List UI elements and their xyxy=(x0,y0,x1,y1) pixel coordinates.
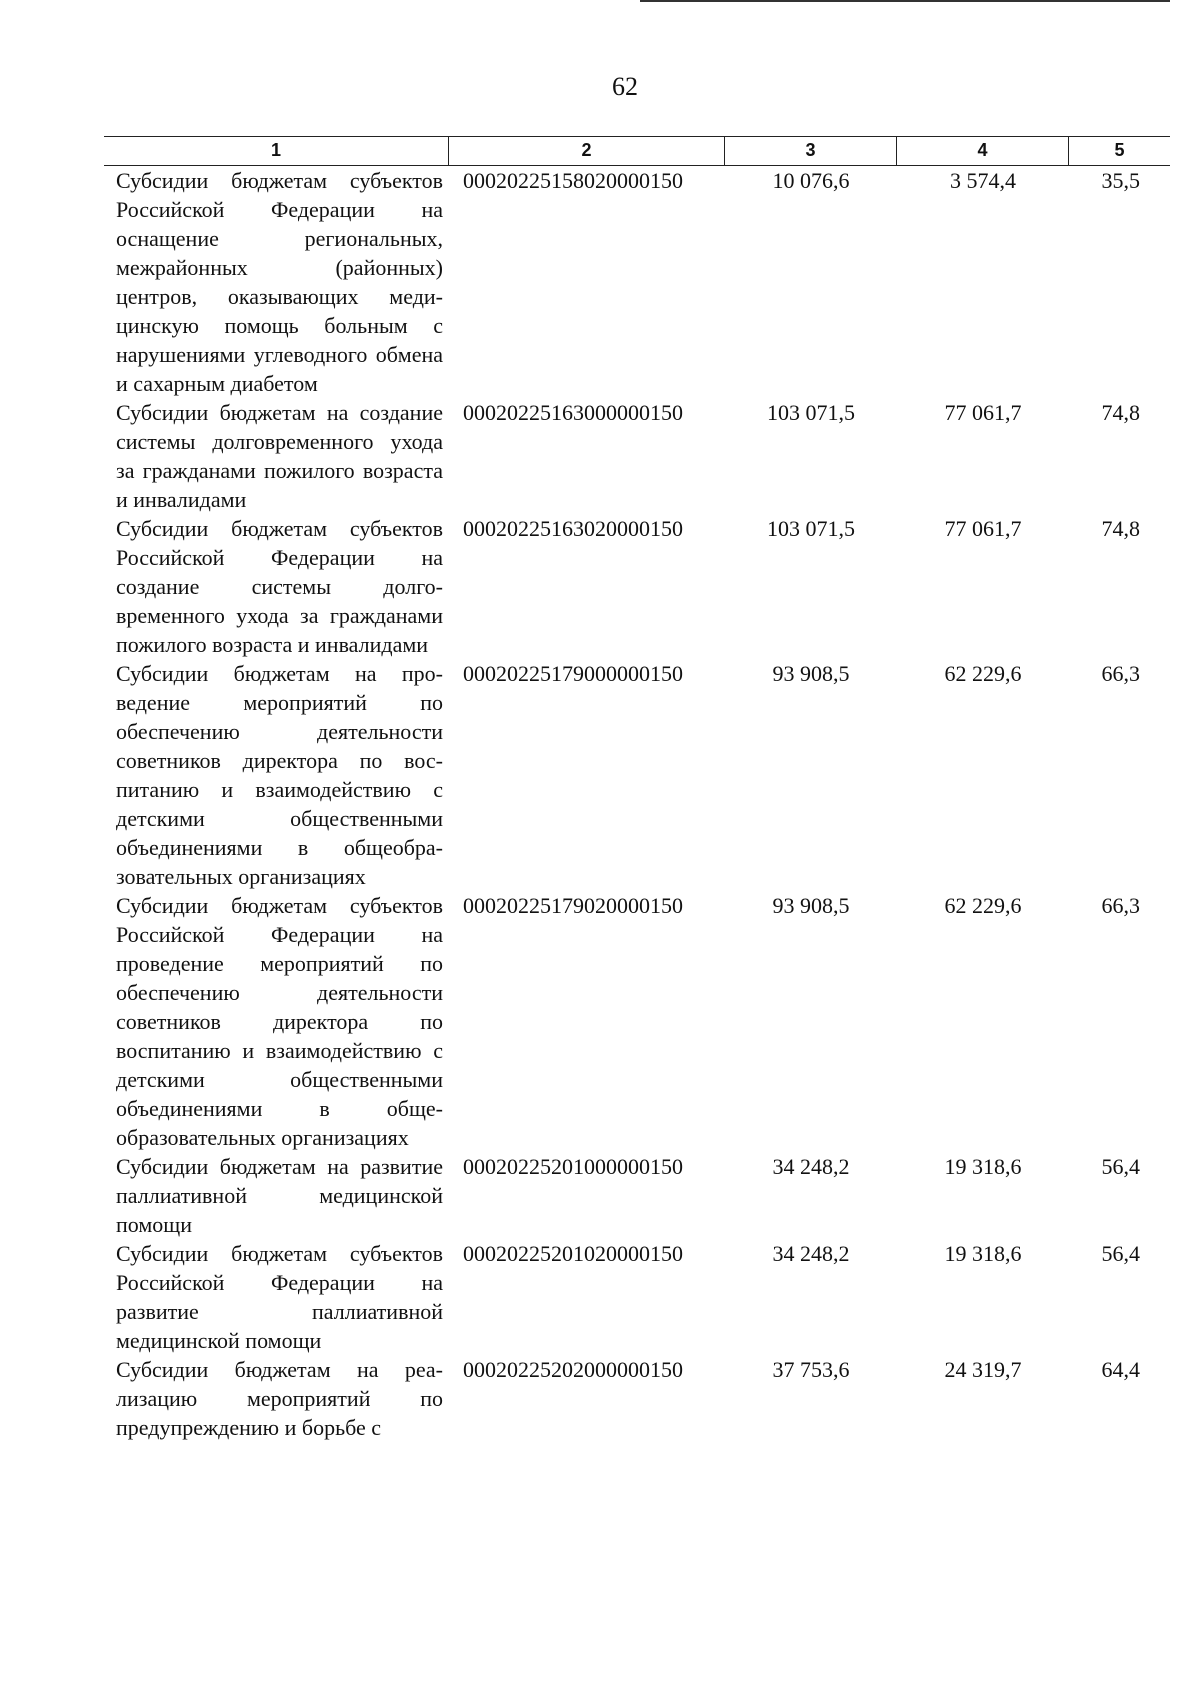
row-code: 00020225179000000150 xyxy=(463,661,683,686)
row-code: 00020225201020000150 xyxy=(463,1241,683,1266)
row-value-col4: 19 318,6 xyxy=(944,1241,1022,1266)
table-row xyxy=(104,1152,1170,1239)
header-col-2: 2 xyxy=(449,137,725,165)
header-col-5: 5 xyxy=(1114,140,1125,160)
table-row xyxy=(104,659,1170,891)
table-row xyxy=(104,398,1170,514)
row-value-col5: 56,4 xyxy=(1101,1241,1140,1266)
header-col-1: 1 xyxy=(104,137,449,165)
row-value-col4: 24 319,7 xyxy=(944,1357,1022,1382)
row-code: 00020225201000000150 xyxy=(463,1154,683,1179)
row-value-col4: 77 061,7 xyxy=(944,516,1022,541)
header-col-3: 3 xyxy=(725,137,897,165)
row-code: 00020225163020000150 xyxy=(463,516,683,541)
row-value-col3: 103 071,5 xyxy=(767,516,855,541)
row-name: Субсидии бюджетам на проведение мероприятий по обеспечению деятельности советников директора по воспитанию и взаимодействию с детскими общественными объединениями в общеобразовательных организациях xyxy=(116,661,443,889)
row-code: 00020225163000000150 xyxy=(463,400,683,425)
row-name: Субсидии бюджетам субъектов Российской Федерации на оснащение региональных, межрайонных (районных) центров, оказывающих медицинскую помощь больным с нарушениями углеводного обмена и сахарным диабетом xyxy=(116,168,443,396)
row-value-col3: 93 908,5 xyxy=(772,893,850,918)
data-table xyxy=(104,136,1170,1442)
row-value-col5: 74,8 xyxy=(1101,400,1140,425)
row-value-col5: 66,3 xyxy=(1101,661,1140,686)
table-header xyxy=(104,136,1170,166)
row-name: Субсидии бюджетам субъектов Российской Федерации на развитие паллиативной медицинской помощи xyxy=(116,1241,443,1353)
table-row xyxy=(104,514,1170,659)
row-code: 00020225202000000150 xyxy=(463,1357,683,1382)
row-name: Субсидии бюджетам субъектов Российской Федерации на создание системы долговременного ухода за гражданами пожилого возраста и инвалидами xyxy=(116,516,443,657)
row-name: Субсидии бюджетам на создание системы долговременного ухода за гражданами пожилого возраста и инвалидами xyxy=(116,400,443,512)
table-row xyxy=(104,1355,1170,1442)
row-name: Субсидии бюджетам на развитие паллиативной медицинской помощи xyxy=(116,1154,443,1237)
page-number: 62 xyxy=(612,72,638,101)
table-row xyxy=(104,1239,1170,1355)
row-value-col4: 19 318,6 xyxy=(944,1154,1022,1179)
row-value-col3: 93 908,5 xyxy=(772,661,850,686)
row-value-col3: 37 753,6 xyxy=(772,1357,850,1382)
row-value-col5: 56,4 xyxy=(1101,1154,1140,1179)
row-code: 00020225158020000150 xyxy=(463,168,683,193)
row-value-col5: 35,5 xyxy=(1101,168,1140,193)
top-edge-rule xyxy=(640,0,1170,2)
header-col-4: 4 xyxy=(897,137,1069,165)
table-row xyxy=(104,891,1170,1152)
row-value-col3: 34 248,2 xyxy=(772,1154,850,1179)
row-value-col5: 74,8 xyxy=(1101,516,1140,541)
row-value-col3: 103 071,5 xyxy=(767,400,855,425)
row-name: Субсидии бюджетам на реализацию мероприятий по предупреждению и борьбе с xyxy=(116,1357,443,1440)
row-value-col5: 64,4 xyxy=(1101,1357,1140,1382)
row-value-col4: 62 229,6 xyxy=(944,893,1022,918)
table-row xyxy=(104,166,1170,398)
row-value-col4: 77 061,7 xyxy=(944,400,1022,425)
row-value-col4: 3 574,4 xyxy=(950,168,1016,193)
row-code: 00020225179020000150 xyxy=(463,893,683,918)
row-value-col5: 66,3 xyxy=(1101,893,1140,918)
row-value-col4: 62 229,6 xyxy=(944,661,1022,686)
row-value-col3: 34 248,2 xyxy=(772,1241,850,1266)
row-name: Субсидии бюджетам субъектов Российской Федерации на проведение мероприятий по обеспечению деятельности советников директора по воспитанию и взаимодействию с детскими общественными объединениями в общеобразовательных организациях xyxy=(116,893,443,1150)
row-value-col3: 10 076,6 xyxy=(772,168,850,193)
